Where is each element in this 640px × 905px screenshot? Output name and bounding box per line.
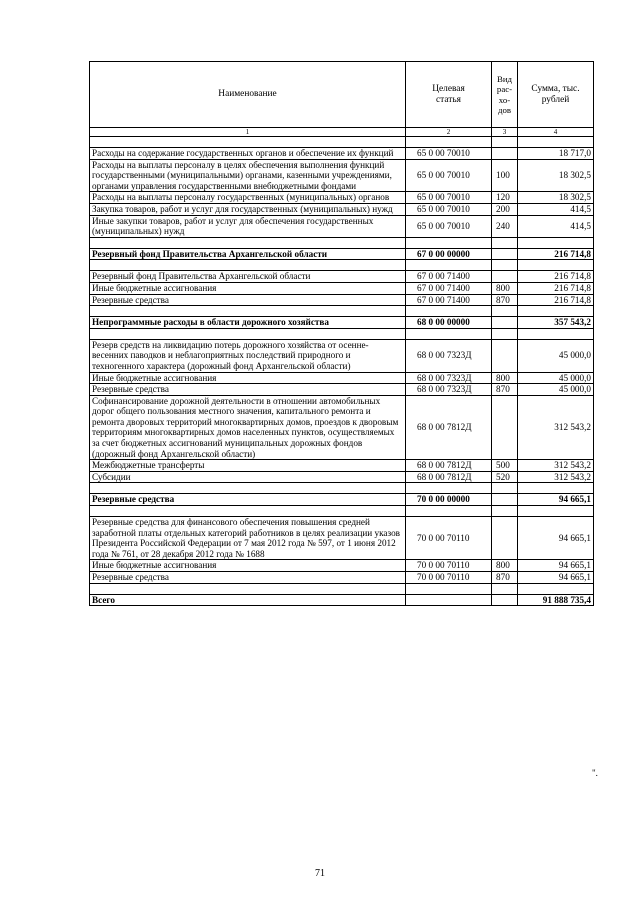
section-total-row [90,248,594,260]
cell-target-article: 65 0 00 70010 [406,192,492,204]
cell-sum: 45 000,0 [518,384,594,396]
empty-cell [406,137,492,148]
cell-target-article: 68 0 00 7812Д [406,471,492,483]
cell-sum: 18 302,5 [518,159,594,192]
cell-sum: 18 717,0 [518,148,594,160]
empty-cell [90,306,406,317]
cell-expense-type: 870 [492,294,518,306]
cell-name: Резервные средства [90,572,406,584]
spacer-row [90,260,594,271]
empty-cell [518,328,594,339]
page-number: 71 [315,868,325,879]
empty-cell [406,260,492,271]
cell-expense-type [492,594,518,606]
table-row [90,271,594,283]
header-code: Целевая статья [406,62,492,128]
cell-expense-type [492,271,518,283]
cell-sum: 216 714,8 [518,271,594,283]
table-row [90,282,594,294]
empty-cell [406,306,492,317]
empty-cell [492,328,518,339]
cell-sum: 216 714,8 [518,248,594,260]
table-row [90,294,594,306]
cell-sum: 94 665,1 [518,494,594,506]
header-kind-line: дов [497,104,512,115]
cell-target-article: 68 0 00 7323Д [406,339,492,372]
cell-name: Всего [90,594,406,606]
cell-name: Межбюджетные трансферты [90,460,406,472]
table-row [90,148,594,160]
cell-name: Непрограммные расходы в области дорожного хозяйства [90,317,406,329]
cell-sum: 45 000,0 [518,339,594,372]
header-kind [492,62,518,128]
empty-cell [492,506,518,517]
spacer-row [90,137,594,148]
cell-sum: 312 543,2 [518,471,594,483]
table-row [90,159,594,192]
cell-expense-type: 520 [492,471,518,483]
cell-sum: 94 665,1 [518,572,594,584]
empty-cell [90,260,406,271]
empty-cell [492,483,518,494]
cell-name: Софинансирование дорожной деятельности в отношении автомобильных дорог общего пользования местного значения, капитального ремонта и ремонта дворовых территорий многоквартирных домов, проездов к дворовым территориям многоквартирных домов населенных пунктов, осуществляемых за счет бюджетных ассигнований муниципальных дорожных фондов (дорожный фонд Архангельской области) [90,395,406,460]
cell-target-article: 65 0 00 70010 [406,215,492,237]
cell-name: Резервные средства [90,294,406,306]
cell-target-article [406,594,492,606]
cell-sum: 45 000,0 [518,372,594,384]
cell-sum: 216 714,8 [518,294,594,306]
cell-target-article: 65 0 00 70010 [406,159,492,192]
cell-sum: 357 543,2 [518,317,594,329]
header-kind-line: Вид [496,73,513,84]
empty-cell [518,260,594,271]
budget-table [89,61,594,606]
cell-target-article: 68 0 00 7323Д [406,384,492,396]
cell-name: Закупка товаров, работ и услуг для государственных (муниципальных) нужд [90,203,406,215]
table-row [90,572,594,584]
cell-expense-type [492,494,518,506]
cell-name: Расходы на выплаты персоналу в целях обеспечения выполнения функций государственными (муниципальными) органами, казенными учреждениями, органами управления государственными внебюджетными фондами [90,159,406,192]
column-number-row [90,128,594,137]
cell-expense-type: 800 [492,560,518,572]
empty-cell [90,328,406,339]
cell-name: Резервные средства [90,494,406,506]
header-kind-line: хо- [498,94,511,105]
cell-target-article: 68 0 00 00000 [406,317,492,329]
cell-name: Субсидии [90,471,406,483]
cell-target-article: 67 0 00 71400 [406,282,492,294]
cell-expense-type: 500 [492,460,518,472]
cell-target-article: 67 0 00 71400 [406,294,492,306]
empty-cell [406,506,492,517]
empty-cell [518,306,594,317]
cell-target-article: 65 0 00 70010 [406,203,492,215]
cell-name: Иные бюджетные ассигнования [90,372,406,384]
cell-target-article: 68 0 00 7812Д [406,395,492,460]
empty-cell [518,237,594,248]
cell-sum: 94 665,1 [518,560,594,572]
table-row [90,517,594,560]
empty-cell [492,137,518,148]
empty-cell [518,583,594,594]
cell-target-article: 67 0 00 00000 [406,248,492,260]
cell-expense-type: 120 [492,192,518,204]
cell-expense-type: 870 [492,572,518,584]
empty-cell [406,583,492,594]
column-number: 4 [518,128,594,137]
header-kind-line: рас- [496,84,513,95]
cell-name: Расходы на содержание государственных органов и обеспечение их функций [90,148,406,160]
spacer-row [90,306,594,317]
empty-cell [492,583,518,594]
empty-cell [406,483,492,494]
table-row [90,471,594,483]
cell-expense-type [492,517,518,560]
closing-quote-mark: ". [592,768,598,778]
section-total-row [90,494,594,506]
cell-expense-type: 240 [492,215,518,237]
cell-expense-type: 100 [492,159,518,192]
empty-cell [90,483,406,494]
table-header-row [90,62,594,128]
cell-sum: 216 714,8 [518,282,594,294]
cell-expense-type [492,248,518,260]
table-row [90,215,594,237]
cell-sum: 414,5 [518,203,594,215]
cell-target-article: 65 0 00 70010 [406,148,492,160]
empty-cell [90,506,406,517]
empty-cell [90,583,406,594]
cell-target-article: 70 0 00 70110 [406,517,492,560]
cell-sum: 414,5 [518,215,594,237]
cell-expense-type: 870 [492,384,518,396]
cell-sum: 91 888 735,4 [518,594,594,606]
section-total-row [90,317,594,329]
cell-name: Резервные средства [90,384,406,396]
cell-sum: 312 543,2 [518,395,594,460]
cell-name: Резервные средства для финансового обеспечения повышения средней заработной платы отдельных категорий работников в целях реализации указов Президента Российской Федерации от 7 мая 2012 года № 597, от 1 июня 2012 года № 761, от 28 декабря 2012 года № 1688 [90,517,406,560]
cell-expense-type: 800 [492,282,518,294]
empty-cell [492,306,518,317]
empty-cell [518,483,594,494]
cell-name: Иные закупки товаров, работ и услуг для обеспечения государственных (муниципальных) нужд [90,215,406,237]
empty-cell [492,237,518,248]
cell-name: Расходы на выплаты персоналу государственных (муниципальных) органов [90,192,406,204]
table-row [90,460,594,472]
cell-expense-type [492,317,518,329]
header-sum: Сумма, тыс. рублей [518,62,594,128]
table-row [90,203,594,215]
cell-expense-type [492,339,518,372]
cell-expense-type [492,395,518,460]
table-row [90,339,594,372]
column-number: 2 [406,128,492,137]
cell-sum: 94 665,1 [518,517,594,560]
header-name: Наименование [90,62,406,128]
spacer-row [90,583,594,594]
spacer-row [90,506,594,517]
section-total-row [90,594,594,606]
cell-name: Резервный фонд Правительства Архангельской области [90,271,406,283]
budget-table-body [90,62,594,606]
cell-target-article: 70 0 00 70110 [406,560,492,572]
table-row [90,192,594,204]
cell-name: Иные бюджетные ассигнования [90,560,406,572]
budget-table-container [89,61,593,606]
table-row [90,372,594,384]
cell-target-article: 67 0 00 71400 [406,271,492,283]
empty-cell [518,506,594,517]
cell-name: Иные бюджетные ассигнования [90,282,406,294]
empty-cell [492,260,518,271]
cell-expense-type: 200 [492,203,518,215]
column-number: 1 [90,128,406,137]
table-row [90,560,594,572]
empty-cell [406,237,492,248]
cell-target-article: 70 0 00 00000 [406,494,492,506]
empty-cell [406,328,492,339]
cell-name: Резервный фонд Правительства Архангельской области [90,248,406,260]
table-row [90,384,594,396]
cell-sum: 312 543,2 [518,460,594,472]
empty-cell [90,237,406,248]
empty-cell [518,137,594,148]
cell-target-article: 68 0 00 7812Д [406,460,492,472]
spacer-row [90,237,594,248]
table-row [90,395,594,460]
cell-name: Резерв средств на ликвидацию потерь дорожного хозяйства от осенне-весенних паводков и неблагоприятных последствий природного и техногенного характера (дорожный фонд Архангельской области) [90,339,406,372]
spacer-row [90,328,594,339]
cell-expense-type: 800 [492,372,518,384]
cell-expense-type [492,148,518,160]
cell-target-article: 68 0 00 7323Д [406,372,492,384]
cell-sum: 18 302,5 [518,192,594,204]
empty-cell [90,137,406,148]
spacer-row [90,483,594,494]
column-number: 3 [492,128,518,137]
cell-target-article: 70 0 00 70110 [406,572,492,584]
